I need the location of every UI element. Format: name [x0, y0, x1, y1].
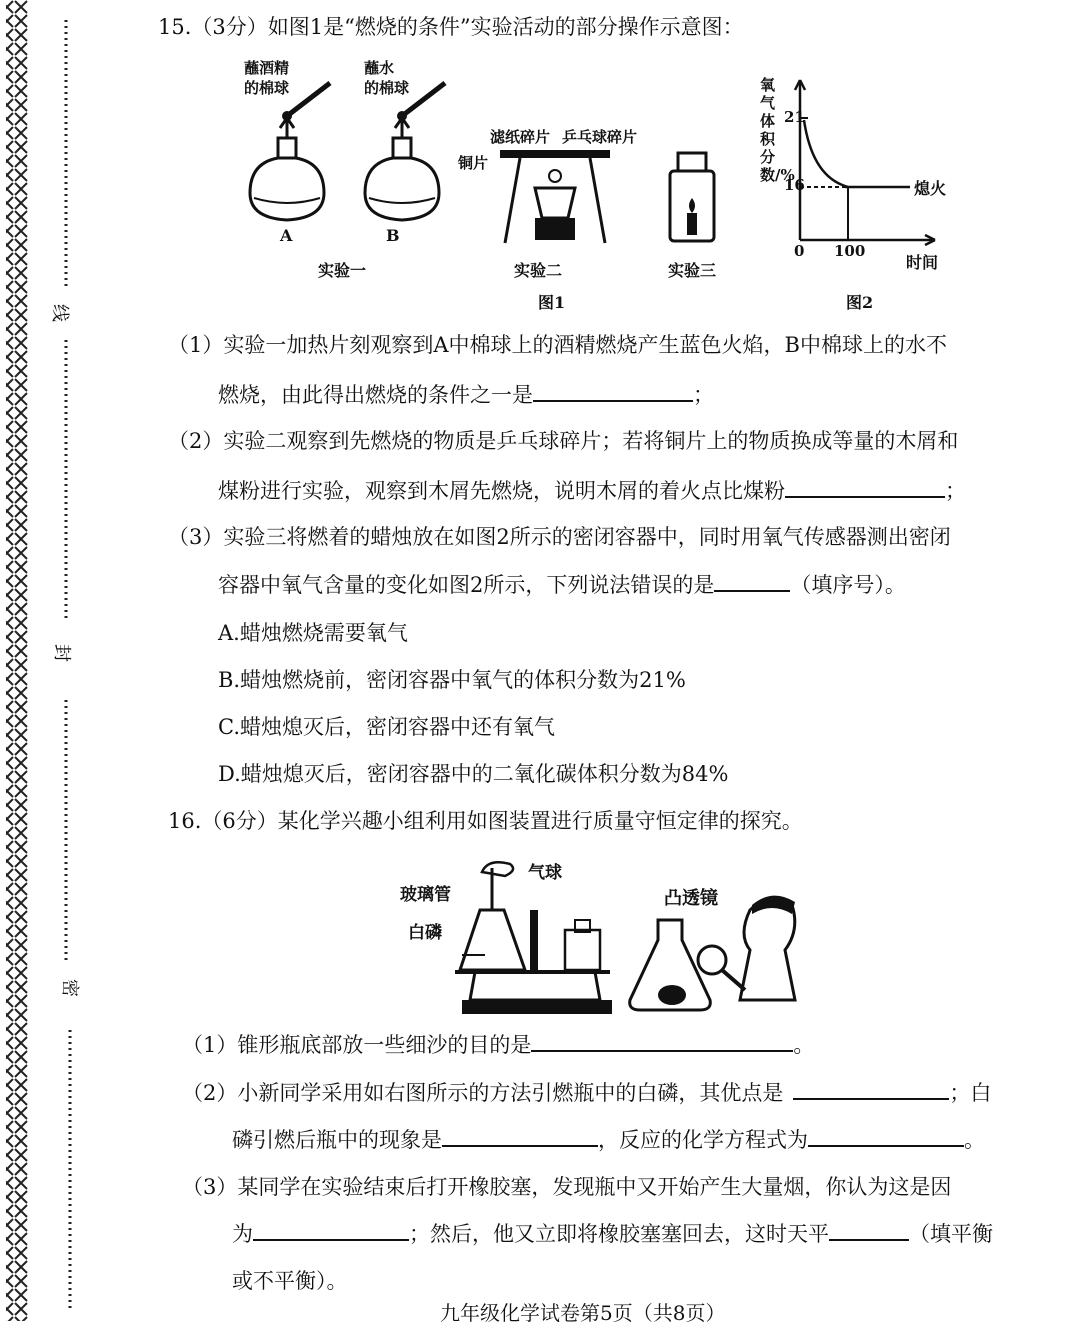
q16-label-white-p: 白磷 — [408, 923, 442, 943]
tripod-copper-plate-icon — [500, 150, 610, 243]
flask-lens-person-icon — [630, 896, 795, 1010]
fig2-annotation: 熄火 — [914, 179, 947, 198]
q15-sub3-text: 容器中氧气含量的变化如图2所示，下列说法错误的是 — [218, 573, 715, 597]
fig2-y21: 21 — [784, 108, 805, 126]
q15-sub2-line2 — [218, 476, 966, 506]
q15-sub2-line1: （2）实验二观察到先燃烧的物质是乒乓球碎片；若将铜片上的物质换成等量的木屑和 — [168, 429, 959, 453]
q15-sub1-text: 燃烧，由此得出燃烧的条件之一是 — [218, 383, 533, 407]
fig1-label-b: B — [386, 226, 400, 245]
fig2-ylabel: 氧气体积分数/% — [760, 76, 795, 184]
q16-sub2-blank2[interactable] — [442, 1125, 598, 1147]
fig2-caption: 图2 — [846, 293, 874, 312]
q15-sub1-line2 — [218, 380, 714, 410]
q16-sub2-end1: ；白 — [949, 1081, 992, 1105]
page-footer: 九年级化学试卷第5页（共8页） — [440, 1301, 726, 1325]
q16-sub3-line1: （3）某同学在实验结束后打开橡胶塞，发现瓶中又开始产生大量烟，你认为这是因 — [182, 1175, 952, 1199]
q15-option-c: C.蜡烛熄灭后，密闭容器中还有氧气 — [218, 715, 555, 739]
seal-label-line: 线 — [49, 304, 70, 322]
fig1-exp3: 实验三 — [668, 261, 717, 280]
q16-sub3-text2: ；然后，他又立即将橡胶塞塞回去，这时天平 — [409, 1222, 829, 1246]
q15-option-a: A.蜡烛燃烧需要氧气 — [218, 621, 408, 645]
fig1-exp2: 实验二 — [514, 261, 563, 280]
q16-figure — [400, 850, 820, 1020]
fig1-caption: 图1 — [538, 293, 566, 312]
q16-sub1-end: 。 — [793, 1033, 815, 1057]
balance-flask-icon — [455, 862, 612, 1014]
q15-sub1-end: ； — [693, 383, 714, 407]
fig1-label-paper: 滤纸碎片 — [490, 128, 551, 146]
q16-sub1 — [182, 1030, 814, 1060]
q16-stem: 16.（6分）某化学兴趣小组利用如图装置进行质量守恒定律的探究。 — [168, 809, 803, 833]
fig1-exp1: 实验一 — [318, 261, 367, 280]
q16-sub2-text1: （2）小新同学采用如右图所示的方法引燃瓶中的白磷，其优点是 — [182, 1081, 784, 1105]
alcohol-lamp-a-icon — [250, 83, 330, 220]
q15-option-b: B.蜡烛燃烧前，密闭容器中氧气的体积分数为21% — [218, 668, 686, 692]
fig2-x0: 0 — [794, 242, 805, 260]
q16-sub2-end2: 。 — [964, 1128, 985, 1152]
q16-sub2-blank1[interactable] — [793, 1078, 949, 1100]
fig2-xlabel: 时间 — [906, 253, 939, 272]
q16-sub3-blank2[interactable] — [829, 1219, 909, 1241]
fig1-label-b-top: 蘸水 的棉球 — [364, 59, 410, 97]
fig1-label-a-top: 蘸酒精 的棉球 — [244, 59, 290, 97]
fig2-x100: 100 — [834, 242, 866, 260]
binding-margin — [0, 0, 100, 1321]
q16-sub2-line2 — [232, 1125, 985, 1155]
sealed-bottle-candle-icon — [670, 153, 714, 241]
seal-label-secret: 密 — [59, 979, 80, 997]
q16-sub3-line3: 或不平衡）。 — [232, 1269, 348, 1293]
q15-sub3-line2 — [218, 570, 906, 600]
q15-sub1-line1: （1）实验一加热片刻观察到A中棉球上的酒精燃烧产生蓝色火焰，B中棉球上的水不 — [168, 333, 947, 357]
q16-sub1-blank[interactable] — [531, 1030, 793, 1052]
q15-sub2-blank[interactable] — [785, 476, 945, 498]
q15-sub2-end: ； — [945, 479, 966, 503]
fig1-label-a: A — [280, 226, 293, 245]
q15-stem: 15.（3分）如图1是“燃烧的条件”实验活动的部分操作示意图： — [158, 15, 744, 39]
q16-sub1-text: （1）锥形瓶底部放一些细沙的目的是 — [182, 1033, 532, 1057]
q16-sub3-blank1[interactable] — [253, 1219, 409, 1241]
q15-sub3-line1: （3）实验三将燃着的蜡烛放在如图2所示的密闭容器中，同时用氧气传感器测出密闭 — [168, 525, 951, 549]
q16-sub3-line2 — [232, 1219, 993, 1249]
q16-sub2-text2: 磷引燃后瓶中的现象是 — [232, 1128, 442, 1152]
fig2-y16: 16 — [784, 176, 805, 194]
q15-sub3-blank[interactable] — [714, 570, 790, 592]
q16-label-lens: 凸透镜 — [664, 888, 718, 909]
q16-sub2-text3: ，反应的化学方程式为 — [598, 1128, 808, 1152]
q16-sub3-text1: 为 — [232, 1222, 253, 1246]
q16-sub3-end: （填平衡 — [909, 1222, 993, 1246]
fig1-label-copper: 铜片 — [458, 154, 489, 172]
fig1-label-pingpong: 乒乓球碎片 — [562, 128, 638, 146]
q15-sub2-text: 煤粉进行实验，观察到木屑先燃烧，说明木屑的着火点比煤粉 — [218, 479, 785, 503]
seal-label-seal: 封 — [51, 644, 72, 662]
q16-sub2-blank3[interactable] — [808, 1125, 964, 1147]
q16-sub2-line1 — [182, 1078, 991, 1108]
q15-sub3-end: （填序号）。 — [790, 573, 906, 597]
q15-option-d: D.蜡烛熄灭后，密闭容器中的二氧化碳体积分数为84% — [218, 762, 729, 786]
q16-label-balloon: 气球 — [528, 863, 562, 883]
q16-label-glass-tube: 玻璃管 — [400, 885, 451, 905]
q15-sub1-blank[interactable] — [533, 380, 693, 402]
alcohol-lamp-b-icon — [365, 83, 445, 220]
